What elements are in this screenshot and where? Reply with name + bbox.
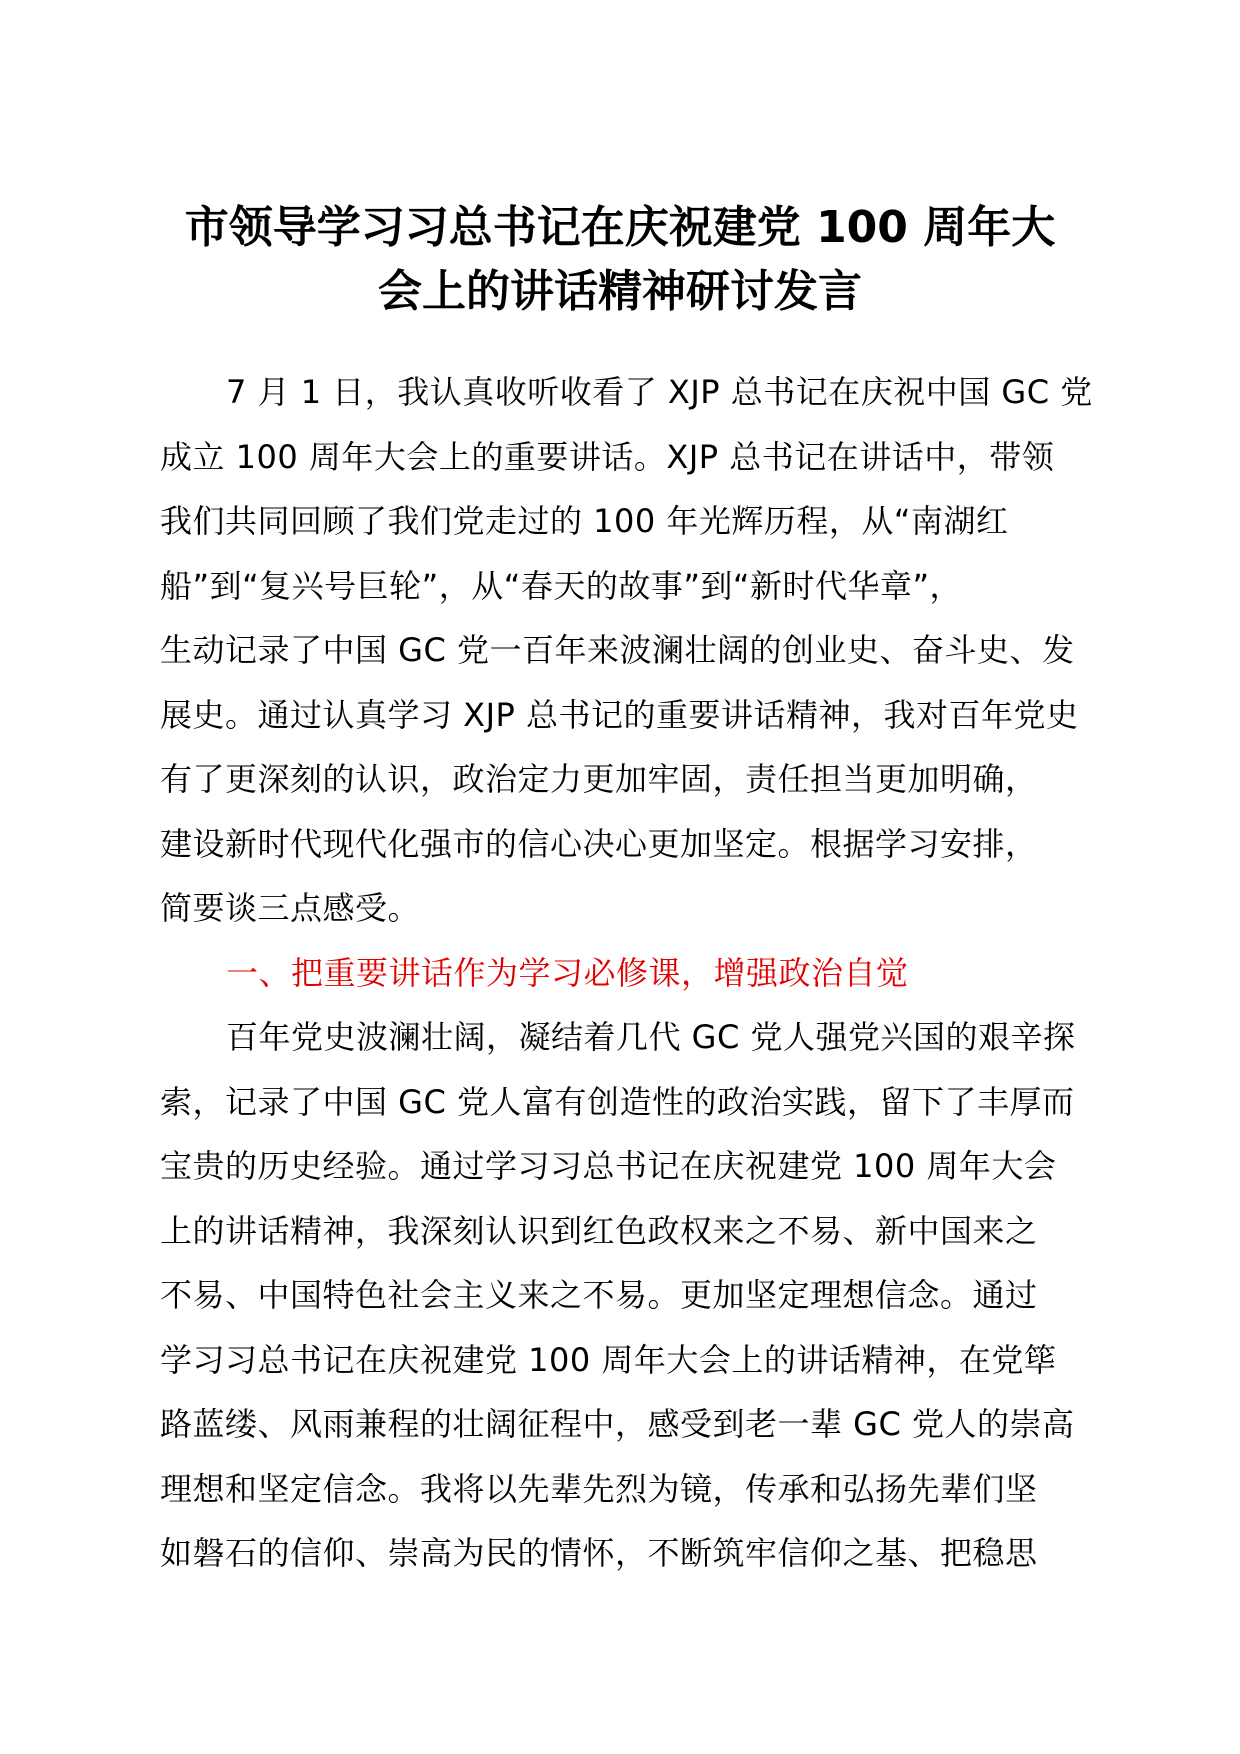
section-heading: 一、把重要讲话作为学习必修课，增强政治自觉: [226, 953, 909, 992]
paragraph-line: 不易、中国特色社会主义来之不易。更加坚定理想信念。通过: [160, 1276, 1038, 1314]
paragraph-line: 成立 100 周年大会上的重要讲话。XJP 总书记在讲话中，带领: [160, 437, 1055, 476]
paragraph-line: 百年党史波澜壮阔，凝结着几代 GC 党人强党兴国的艰辛探: [226, 1018, 1076, 1056]
paragraph-line: 路蓝缕、风雨兼程的壮阔征程中，感受到老一辈 GC 党人的崇高: [160, 1405, 1075, 1443]
paragraph-line: 宝贵的历史经验。通过学习习总书记在庆祝建党 100 周年大会: [160, 1147, 1057, 1185]
title-line-1: 市领导学习习总书记在庆祝建党 100 周年大: [184, 202, 1056, 253]
paragraph-line: 建设新时代现代化强市的信心决心更加坚定。根据学习安排，: [160, 824, 1038, 863]
paragraph-line: 如磐石的信仰、崇高为民的情怀，不断筑牢信仰之基、把稳思: [160, 1534, 1038, 1572]
paragraph-line: 简要谈三点感受。: [160, 889, 421, 927]
paragraph-line: 有了更深刻的认识，政治定力更加牢固，责任担当更加明确，: [160, 760, 1038, 798]
paragraph-line: 展史。通过认真学习 XJP 总书记的重要讲话精神，我对百年党史: [160, 695, 1079, 734]
paragraph-line: 生动记录了中国 GC 党一百年来波澜壮阔的创业史、奋斗史、发: [160, 631, 1075, 669]
paragraph-line: 上的讲话精神，我深刻认识到红色政权来之不易、新中国来之: [160, 1211, 1038, 1250]
paragraph-line: 船”到“复兴号巨轮”，从“春天的故事”到“新时代华章”，: [160, 566, 963, 605]
paragraph-line: 理想和坚定信念。我将以先辈先烈为镜，传承和弘扬先辈们坚: [160, 1469, 1038, 1508]
document-title: [150, 196, 1090, 324]
paragraph-line: 学习习总书记在庆祝建党 100 周年大会上的讲话精神，在党筚: [160, 1340, 1057, 1379]
document-body: [160, 360, 1100, 1586]
paragraph-line: 索，记录了中国 GC 党人富有创造性的政治实践，留下了丰厚而: [160, 1082, 1075, 1121]
title-line-2: 会上的讲话精神研讨发言: [378, 266, 862, 317]
paragraph-line: 7 月 1 日，我认真收听收看了 XJP 总书记在庆祝中国 GC 党: [226, 373, 1093, 411]
paragraph-line: 我们共同回顾了我们党走过的 100 年光辉历程，从“南湖红: [160, 502, 1009, 540]
